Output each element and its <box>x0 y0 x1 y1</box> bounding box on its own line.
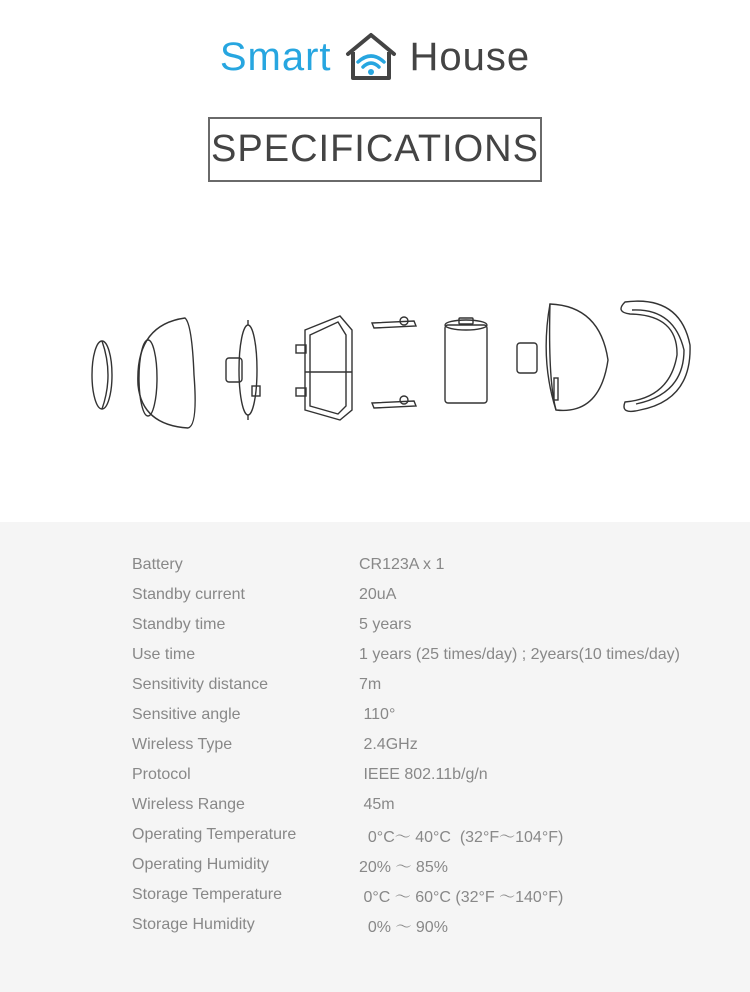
spec-value: CR123A x 1 <box>359 556 445 573</box>
spec-row <box>132 670 732 700</box>
circuit-board-part <box>226 320 260 420</box>
spec-value: 20% ～ 85% <box>359 858 448 876</box>
lens-part <box>92 341 112 409</box>
spec-value: 0% ～ 90% <box>359 918 448 936</box>
specifications-title-box <box>208 117 542 182</box>
house-wifi-icon <box>344 30 398 84</box>
spec-label: Use time <box>132 646 196 663</box>
spec-label: Protocol <box>132 766 191 783</box>
spec-list <box>132 550 732 940</box>
spec-label: Operating Temperature <box>132 826 297 843</box>
housing-part <box>296 316 352 420</box>
spec-value: 7m <box>359 676 382 693</box>
button-part <box>517 343 537 373</box>
spec-value: 0°C ～ 60°C (32°F ～140°F) <box>359 888 564 906</box>
brand-word-house: House <box>409 34 531 79</box>
back-dome-part <box>546 304 608 410</box>
spec-value: 45m <box>359 796 395 813</box>
mount-bracket-part <box>621 301 690 411</box>
battery-part <box>445 318 487 403</box>
spec-row <box>132 910 732 940</box>
spec-label: Wireless Type <box>132 736 233 753</box>
spec-row <box>132 640 732 670</box>
brand-header <box>0 30 750 90</box>
page-title: SPECIFICATIONS <box>211 128 539 170</box>
spec-label: Wireless Range <box>132 796 245 813</box>
brand-logo-row <box>220 30 530 84</box>
spec-label: Storage Humidity <box>132 916 255 933</box>
spec-row <box>132 580 732 610</box>
spec-value: 0°C～ 40°C (32°F～104°F) <box>359 828 564 846</box>
spec-row <box>132 610 732 640</box>
spec-value: 1 years (25 times/day) ; 2years(10 times/day) <box>359 646 681 663</box>
spec-label: Standby time <box>132 616 226 633</box>
spec-value: 20uA <box>359 586 397 603</box>
spec-value: 5 years <box>359 616 412 633</box>
spec-row <box>132 880 732 910</box>
spec-row <box>132 730 732 760</box>
spec-row <box>132 820 732 850</box>
spec-row <box>132 550 732 580</box>
spec-label: Standby current <box>132 586 245 603</box>
spec-label: Operating Humidity <box>132 856 269 873</box>
spec-value: 110° <box>359 706 396 723</box>
spec-label: Sensitivity distance <box>132 676 269 693</box>
spec-row <box>132 700 732 730</box>
spec-label: Battery <box>132 556 183 573</box>
spec-row <box>132 760 732 790</box>
spec-value: 2.4GHz <box>359 736 418 753</box>
specifications-panel <box>0 522 750 992</box>
battery-clips-part <box>372 317 416 408</box>
exploded-sensor-parts-icon <box>80 290 700 440</box>
dome-cover-part <box>138 318 195 428</box>
spec-label: Storage Temperature <box>132 886 283 903</box>
spec-label: Sensitive angle <box>132 706 241 723</box>
spec-value: IEEE 802.11b/g/n <box>359 766 488 783</box>
spec-row <box>132 790 732 820</box>
brand-word-smart: Smart <box>219 34 332 79</box>
spec-row <box>132 850 732 880</box>
